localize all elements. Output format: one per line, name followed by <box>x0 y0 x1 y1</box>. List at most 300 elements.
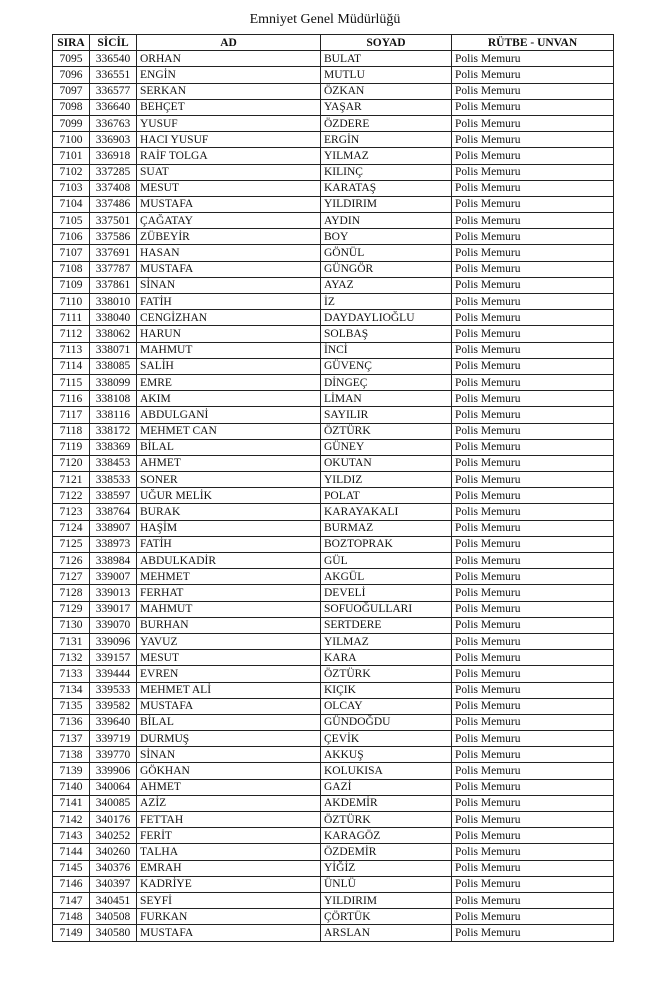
table-row <box>53 115 614 131</box>
table-row <box>53 650 614 666</box>
cell-sira: 7118 <box>53 423 90 439</box>
cell-ad: FERHAT <box>137 585 321 601</box>
cell-sira: 7119 <box>53 439 90 455</box>
cell-soyad: SOLBAŞ <box>321 326 452 342</box>
cell-sicil: 337586 <box>90 229 137 245</box>
cell-sicil: 336540 <box>90 51 137 67</box>
table-row <box>53 326 614 342</box>
cell-rutbe-unvan: Polis Memuru <box>452 617 614 633</box>
cell-sicil: 340397 <box>90 876 137 892</box>
cell-rutbe-unvan: Polis Memuru <box>452 682 614 698</box>
cell-sira: 7098 <box>53 99 90 115</box>
cell-sira: 7102 <box>53 164 90 180</box>
table-row <box>53 472 614 488</box>
cell-soyad: BURMAZ <box>321 520 452 536</box>
cell-sicil: 339444 <box>90 666 137 682</box>
table-row <box>53 601 614 617</box>
cell-sira: 7145 <box>53 860 90 876</box>
table-row <box>53 164 614 180</box>
cell-sicil: 337501 <box>90 213 137 229</box>
cell-ad: ABDULGANİ <box>137 407 321 423</box>
cell-sira: 7124 <box>53 520 90 536</box>
table-row <box>53 439 614 455</box>
cell-rutbe-unvan: Polis Memuru <box>452 294 614 310</box>
cell-soyad: BOY <box>321 229 452 245</box>
cell-sicil: 339906 <box>90 763 137 779</box>
cell-ad: MEHMET <box>137 569 321 585</box>
cell-sira: 7097 <box>53 83 90 99</box>
cell-sira: 7103 <box>53 180 90 196</box>
table-row <box>53 261 614 277</box>
cell-ad: MUSTAFA <box>137 698 321 714</box>
cell-soyad: SAYILIR <box>321 407 452 423</box>
cell-ad: AHMET <box>137 779 321 795</box>
cell-sicil: 338085 <box>90 358 137 374</box>
cell-ad: SONER <box>137 472 321 488</box>
cell-sira: 7114 <box>53 358 90 374</box>
table-row <box>53 633 614 649</box>
table-row <box>53 342 614 358</box>
table-row <box>53 779 614 795</box>
table-row <box>53 229 614 245</box>
table-row <box>53 277 614 293</box>
cell-sicil: 339013 <box>90 585 137 601</box>
cell-soyad: İNCİ <box>321 342 452 358</box>
cell-rutbe-unvan: Polis Memuru <box>452 180 614 196</box>
cell-sira: 7120 <box>53 455 90 471</box>
cell-rutbe-unvan: Polis Memuru <box>452 213 614 229</box>
cell-ad: BİLAL <box>137 714 321 730</box>
cell-ad: SUAT <box>137 164 321 180</box>
table-row <box>53 488 614 504</box>
cell-sicil: 339582 <box>90 698 137 714</box>
cell-rutbe-unvan: Polis Memuru <box>452 472 614 488</box>
cell-sicil: 339640 <box>90 714 137 730</box>
cell-ad: KADRİYE <box>137 876 321 892</box>
cell-sira: 7130 <box>53 617 90 633</box>
cell-rutbe-unvan: Polis Memuru <box>452 892 614 908</box>
table-row <box>53 213 614 229</box>
cell-rutbe-unvan: Polis Memuru <box>452 925 614 941</box>
cell-rutbe-unvan: Polis Memuru <box>452 358 614 374</box>
cell-sicil: 339157 <box>90 650 137 666</box>
cell-ad: AHMET <box>137 455 321 471</box>
cell-soyad: KARAYAKALI <box>321 504 452 520</box>
cell-sicil: 339533 <box>90 682 137 698</box>
cell-ad: BEHÇET <box>137 99 321 115</box>
cell-rutbe-unvan: Polis Memuru <box>452 83 614 99</box>
cell-ad: SİNAN <box>137 277 321 293</box>
cell-rutbe-unvan: Polis Memuru <box>452 569 614 585</box>
cell-rutbe-unvan: Polis Memuru <box>452 277 614 293</box>
cell-rutbe-unvan: Polis Memuru <box>452 196 614 212</box>
cell-sira: 7149 <box>53 925 90 941</box>
cell-soyad: POLAT <box>321 488 452 504</box>
cell-sira: 7105 <box>53 213 90 229</box>
cell-ad: EMRAH <box>137 860 321 876</box>
cell-rutbe-unvan: Polis Memuru <box>452 828 614 844</box>
cell-soyad: DİNGEÇ <box>321 374 452 390</box>
cell-rutbe-unvan: Polis Memuru <box>452 245 614 261</box>
cell-sira: 7141 <box>53 795 90 811</box>
cell-sira: 7104 <box>53 196 90 212</box>
cell-sicil: 340252 <box>90 828 137 844</box>
cell-sicil: 337691 <box>90 245 137 261</box>
cell-sicil: 338369 <box>90 439 137 455</box>
cell-soyad: KOLUKISA <box>321 763 452 779</box>
cell-soyad: YILMAZ <box>321 148 452 164</box>
header-rutbe-unvan: RÜTBE - UNVAN <box>452 35 614 51</box>
cell-sicil: 340260 <box>90 844 137 860</box>
table-row <box>53 358 614 374</box>
cell-soyad: SERTDERE <box>321 617 452 633</box>
table-body <box>53 51 614 941</box>
cell-ad: BİLAL <box>137 439 321 455</box>
cell-soyad: ÖZDERE <box>321 115 452 131</box>
cell-sicil: 339770 <box>90 747 137 763</box>
cell-rutbe-unvan: Polis Memuru <box>452 504 614 520</box>
table-row <box>53 666 614 682</box>
table-row <box>53 520 614 536</box>
table-row <box>53 747 614 763</box>
cell-sicil: 338040 <box>90 310 137 326</box>
cell-sira: 7137 <box>53 731 90 747</box>
cell-ad: RAİF TOLGA <box>137 148 321 164</box>
cell-ad: HACI YUSUF <box>137 132 321 148</box>
cell-sicil: 338071 <box>90 342 137 358</box>
cell-soyad: OLCAY <box>321 698 452 714</box>
cell-soyad: KARA <box>321 650 452 666</box>
table-row <box>53 148 614 164</box>
cell-soyad: ÖZTÜRK <box>321 423 452 439</box>
cell-rutbe-unvan: Polis Memuru <box>452 650 614 666</box>
cell-sira: 7111 <box>53 310 90 326</box>
cell-soyad: ÇÖRTÜK <box>321 909 452 925</box>
cell-rutbe-unvan: Polis Memuru <box>452 876 614 892</box>
cell-sira: 7117 <box>53 407 90 423</box>
cell-rutbe-unvan: Polis Memuru <box>452 164 614 180</box>
cell-rutbe-unvan: Polis Memuru <box>452 585 614 601</box>
cell-rutbe-unvan: Polis Memuru <box>452 666 614 682</box>
table-row <box>53 795 614 811</box>
table-row <box>53 536 614 552</box>
cell-sicil: 337408 <box>90 180 137 196</box>
table-row <box>53 925 614 941</box>
cell-rutbe-unvan: Polis Memuru <box>452 795 614 811</box>
cell-ad: ABDULKADİR <box>137 553 321 569</box>
cell-sicil: 336640 <box>90 99 137 115</box>
table-row <box>53 714 614 730</box>
cell-soyad: KIÇIK <box>321 682 452 698</box>
cell-sicil: 338108 <box>90 391 137 407</box>
cell-sicil: 336918 <box>90 148 137 164</box>
cell-sira: 7126 <box>53 553 90 569</box>
cell-soyad: GÜL <box>321 553 452 569</box>
cell-ad: YAVUZ <box>137 633 321 649</box>
cell-sira: 7135 <box>53 698 90 714</box>
cell-sira: 7148 <box>53 909 90 925</box>
cell-ad: MUSTAFA <box>137 261 321 277</box>
table-row <box>53 180 614 196</box>
cell-soyad: ERGİN <box>321 132 452 148</box>
cell-soyad: GÜNGÖR <box>321 261 452 277</box>
table-row <box>53 310 614 326</box>
cell-ad: AKIM <box>137 391 321 407</box>
cell-soyad: ARSLAN <box>321 925 452 941</box>
cell-sicil: 338764 <box>90 504 137 520</box>
table-row <box>53 585 614 601</box>
cell-sicil: 337285 <box>90 164 137 180</box>
cell-ad: FATİH <box>137 536 321 552</box>
cell-ad: MEHMET ALİ <box>137 682 321 698</box>
cell-soyad: GÜNEY <box>321 439 452 455</box>
cell-sira: 7107 <box>53 245 90 261</box>
table-row <box>53 731 614 747</box>
cell-ad: HARUN <box>137 326 321 342</box>
cell-rutbe-unvan: Polis Memuru <box>452 148 614 164</box>
cell-sira: 7138 <box>53 747 90 763</box>
table-row <box>53 67 614 83</box>
table-row <box>53 617 614 633</box>
cell-soyad: ÖZTÜRK <box>321 666 452 682</box>
cell-rutbe-unvan: Polis Memuru <box>452 115 614 131</box>
cell-sira: 7108 <box>53 261 90 277</box>
cell-rutbe-unvan: Polis Memuru <box>452 455 614 471</box>
cell-sira: 7106 <box>53 229 90 245</box>
cell-sicil: 338453 <box>90 455 137 471</box>
cell-sira: 7147 <box>53 892 90 908</box>
cell-rutbe-unvan: Polis Memuru <box>452 779 614 795</box>
cell-soyad: GÖNÜL <box>321 245 452 261</box>
cell-soyad: AYAZ <box>321 277 452 293</box>
cell-rutbe-unvan: Polis Memuru <box>452 747 614 763</box>
cell-rutbe-unvan: Polis Memuru <box>452 407 614 423</box>
cell-rutbe-unvan: Polis Memuru <box>452 326 614 342</box>
cell-rutbe-unvan: Polis Memuru <box>452 633 614 649</box>
cell-rutbe-unvan: Polis Memuru <box>452 342 614 358</box>
cell-ad: EVREN <box>137 666 321 682</box>
table-row <box>53 553 614 569</box>
cell-sira: 7140 <box>53 779 90 795</box>
cell-sicil: 338984 <box>90 553 137 569</box>
cell-ad: MUSTAFA <box>137 196 321 212</box>
cell-soyad: DEVELİ <box>321 585 452 601</box>
cell-rutbe-unvan: Polis Memuru <box>452 763 614 779</box>
cell-rutbe-unvan: Polis Memuru <box>452 553 614 569</box>
cell-sicil: 340176 <box>90 812 137 828</box>
cell-ad: AZİZ <box>137 795 321 811</box>
cell-sira: 7139 <box>53 763 90 779</box>
cell-sira: 7112 <box>53 326 90 342</box>
cell-sira: 7096 <box>53 67 90 83</box>
table-row <box>53 828 614 844</box>
cell-rutbe-unvan: Polis Memuru <box>452 439 614 455</box>
cell-soyad: YİĞİZ <box>321 860 452 876</box>
cell-rutbe-unvan: Polis Memuru <box>452 423 614 439</box>
cell-ad: BURHAN <box>137 617 321 633</box>
cell-sicil: 338973 <box>90 536 137 552</box>
table-row <box>53 844 614 860</box>
cell-ad: FATİH <box>137 294 321 310</box>
cell-sira: 7101 <box>53 148 90 164</box>
cell-ad: ORHAN <box>137 51 321 67</box>
cell-sicil: 340508 <box>90 909 137 925</box>
cell-ad: FETTAH <box>137 812 321 828</box>
cell-sira: 7143 <box>53 828 90 844</box>
cell-sira: 7100 <box>53 132 90 148</box>
cell-soyad: GÜVENÇ <box>321 358 452 374</box>
cell-sicil: 338597 <box>90 488 137 504</box>
cell-soyad: ÇEVİK <box>321 731 452 747</box>
table-row <box>53 860 614 876</box>
table-row <box>53 132 614 148</box>
cell-ad: BURAK <box>137 504 321 520</box>
cell-soyad: SOFUOĞULLARI <box>321 601 452 617</box>
cell-sicil: 336763 <box>90 115 137 131</box>
cell-rutbe-unvan: Polis Memuru <box>452 601 614 617</box>
cell-ad: MEHMET CAN <box>137 423 321 439</box>
cell-soyad: AKKUŞ <box>321 747 452 763</box>
cell-rutbe-unvan: Polis Memuru <box>452 374 614 390</box>
table-row <box>53 569 614 585</box>
cell-sira: 7121 <box>53 472 90 488</box>
cell-ad: MESUT <box>137 650 321 666</box>
cell-soyad: KARATAŞ <box>321 180 452 196</box>
cell-ad: CENGİZHAN <box>137 310 321 326</box>
cell-rutbe-unvan: Polis Memuru <box>452 731 614 747</box>
cell-sicil: 338062 <box>90 326 137 342</box>
cell-sira: 7099 <box>53 115 90 131</box>
cell-sicil: 338172 <box>90 423 137 439</box>
cell-ad: DURMUŞ <box>137 731 321 747</box>
table-row <box>53 504 614 520</box>
cell-soyad: ÖZKAN <box>321 83 452 99</box>
cell-sicil: 338010 <box>90 294 137 310</box>
cell-rutbe-unvan: Polis Memuru <box>452 844 614 860</box>
table-row <box>53 99 614 115</box>
cell-sira: 7123 <box>53 504 90 520</box>
cell-sira: 7136 <box>53 714 90 730</box>
cell-rutbe-unvan: Polis Memuru <box>452 488 614 504</box>
cell-soyad: AYDIN <box>321 213 452 229</box>
cell-soyad: YILDIRIM <box>321 892 452 908</box>
cell-rutbe-unvan: Polis Memuru <box>452 391 614 407</box>
table-row <box>53 423 614 439</box>
cell-sicil: 340580 <box>90 925 137 941</box>
cell-ad: ÇAĞATAY <box>137 213 321 229</box>
cell-sira: 7095 <box>53 51 90 67</box>
cell-soyad: KILINÇ <box>321 164 452 180</box>
cell-sira: 7122 <box>53 488 90 504</box>
cell-soyad: LİMAN <box>321 391 452 407</box>
cell-sira: 7129 <box>53 601 90 617</box>
table-row <box>53 196 614 212</box>
cell-rutbe-unvan: Polis Memuru <box>452 67 614 83</box>
table-row <box>53 407 614 423</box>
cell-sicil: 338116 <box>90 407 137 423</box>
cell-sicil: 338099 <box>90 374 137 390</box>
cell-ad: MAHMUT <box>137 342 321 358</box>
personnel-table <box>52 34 614 942</box>
cell-sicil: 336903 <box>90 132 137 148</box>
cell-soyad: ÖZDEMİR <box>321 844 452 860</box>
cell-soyad: GÜNDOĞDU <box>321 714 452 730</box>
cell-soyad: DAYDAYLIOĞLU <box>321 310 452 326</box>
cell-sira: 7144 <box>53 844 90 860</box>
cell-sicil: 340064 <box>90 779 137 795</box>
cell-rutbe-unvan: Polis Memuru <box>452 261 614 277</box>
cell-soyad: YILDIRIM <box>321 196 452 212</box>
cell-sicil: 336577 <box>90 83 137 99</box>
table-row <box>53 374 614 390</box>
cell-sicil: 340085 <box>90 795 137 811</box>
cell-sicil: 338907 <box>90 520 137 536</box>
cell-sicil: 337486 <box>90 196 137 212</box>
cell-sira: 7133 <box>53 666 90 682</box>
table-header-row <box>53 35 614 51</box>
cell-soyad: KARAGÖZ <box>321 828 452 844</box>
cell-soyad: İZ <box>321 294 452 310</box>
cell-rutbe-unvan: Polis Memuru <box>452 860 614 876</box>
cell-soyad: AKDEMİR <box>321 795 452 811</box>
table-row <box>53 909 614 925</box>
cell-rutbe-unvan: Polis Memuru <box>452 812 614 828</box>
cell-ad: HASAN <box>137 245 321 261</box>
cell-soyad: BOZTOPRAK <box>321 536 452 552</box>
cell-rutbe-unvan: Polis Memuru <box>452 99 614 115</box>
header-sicil: SİCİL <box>90 35 137 51</box>
cell-rutbe-unvan: Polis Memuru <box>452 51 614 67</box>
cell-ad: SİNAN <box>137 747 321 763</box>
cell-ad: FERİT <box>137 828 321 844</box>
header-soyad: SOYAD <box>321 35 452 51</box>
cell-rutbe-unvan: Polis Memuru <box>452 132 614 148</box>
table-row <box>53 391 614 407</box>
cell-sicil: 339017 <box>90 601 137 617</box>
cell-rutbe-unvan: Polis Memuru <box>452 909 614 925</box>
cell-sira: 7127 <box>53 569 90 585</box>
cell-ad: UĞUR MELİK <box>137 488 321 504</box>
cell-rutbe-unvan: Polis Memuru <box>452 520 614 536</box>
cell-sicil: 337861 <box>90 277 137 293</box>
cell-sira: 7134 <box>53 682 90 698</box>
cell-sira: 7115 <box>53 374 90 390</box>
cell-sira: 7125 <box>53 536 90 552</box>
cell-soyad: GAZİ <box>321 779 452 795</box>
cell-sicil: 339070 <box>90 617 137 633</box>
cell-ad: MUSTAFA <box>137 925 321 941</box>
cell-soyad: BULAT <box>321 51 452 67</box>
table-row <box>53 245 614 261</box>
cell-sicil: 340376 <box>90 860 137 876</box>
cell-sicil: 339007 <box>90 569 137 585</box>
table-row <box>53 83 614 99</box>
page-title: Emniyet Genel Müdürlüğü <box>249 12 401 27</box>
cell-sira: 7116 <box>53 391 90 407</box>
cell-ad: SERKAN <box>137 83 321 99</box>
cell-soyad: YILMAZ <box>321 633 452 649</box>
table-row <box>53 51 614 67</box>
cell-sicil: 337787 <box>90 261 137 277</box>
cell-soyad: YAŞAR <box>321 99 452 115</box>
table-row <box>53 294 614 310</box>
cell-ad: SEYFİ <box>137 892 321 908</box>
cell-sicil: 340451 <box>90 892 137 908</box>
cell-ad: MAHMUT <box>137 601 321 617</box>
cell-ad: ZÜBEYİR <box>137 229 321 245</box>
cell-ad: HAŞİM <box>137 520 321 536</box>
cell-sira: 7142 <box>53 812 90 828</box>
